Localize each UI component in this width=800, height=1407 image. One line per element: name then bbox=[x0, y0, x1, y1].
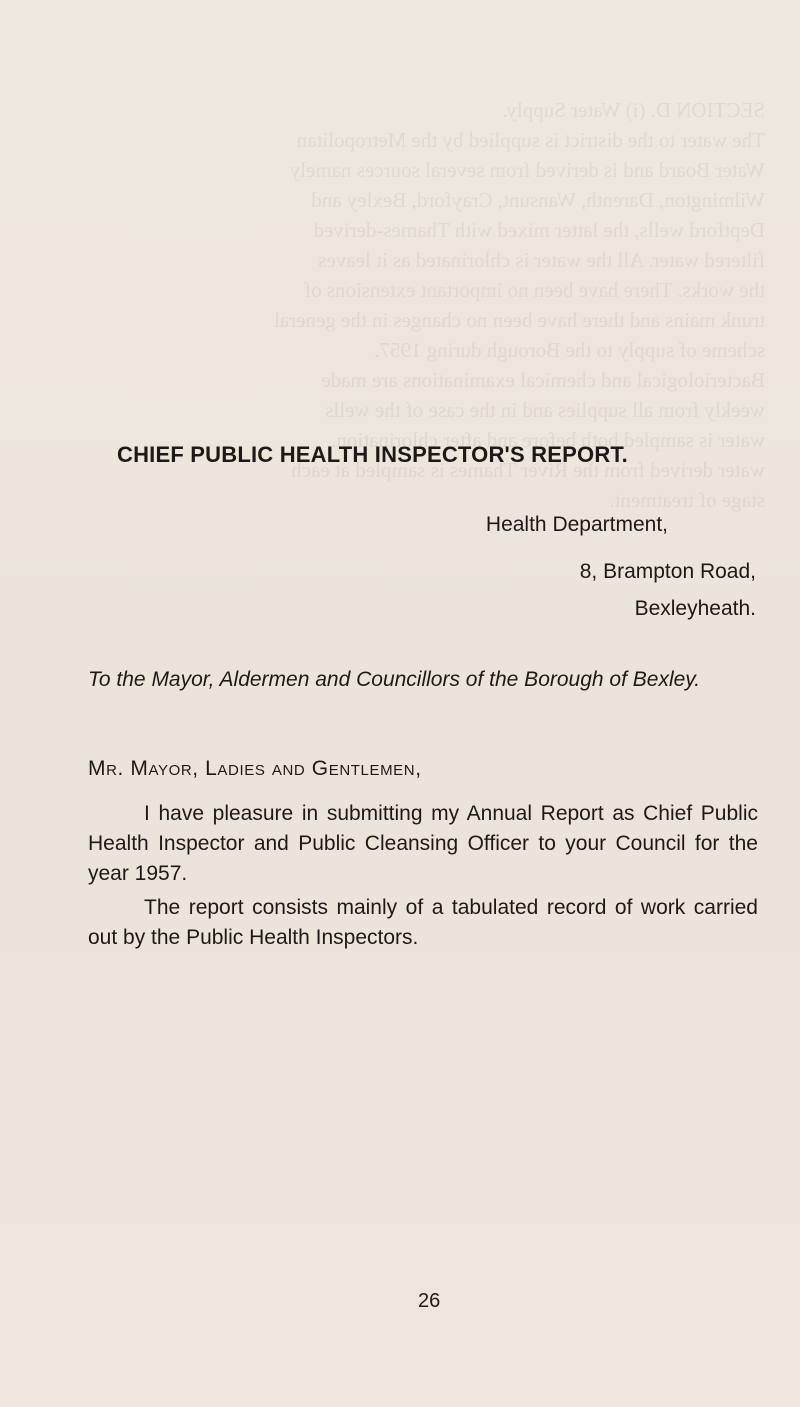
greeting-line: Mr. Mayor, Ladies and Gentlemen, bbox=[88, 757, 422, 780]
address-line-town: Bexleyheath. bbox=[634, 597, 756, 620]
address-line-department: Health Department, bbox=[485, 513, 668, 536]
body-paragraph: The report consists mainly of a tabulated record of work carried out by the Public Health Inspectors. bbox=[88, 896, 758, 949]
page-number: 26 bbox=[418, 1290, 441, 1312]
address-line-street: 8, Brampton Road, bbox=[579, 560, 756, 583]
body-paragraph: I have pleasure in submitting my Annual Report as Chief Public Health Inspector and Public Cleansing Officer to your Council for the year 1957. bbox=[88, 802, 758, 885]
addressee-line: To the Mayor, Aldermen and Councillors of the Borough of Bexley. bbox=[88, 668, 701, 691]
report-title: CHIEF PUBLIC HEALTH INSPECTOR'S REPORT. bbox=[117, 442, 628, 467]
show-through-background: SECTION D. (i) Water Supply. The water to the district is supplied by the Metropolitan Water Board and is derived from several sources namely Wilmington, Darenth, Wansunt, Crayford, Bexley and Deptford wells, the latter mixed with Thames-derived filtered water. All the water is chlorinated as it leaves the works. There have been no important extensions of trunk mains and there have been no changes in the general scheme of supply to the Borough during 1957. Bacteriological and chemical examinations are made weekly from all supplies and in the case of the wells water is sampled both before and after chlorination. water derived from the River Thames is sampled at each stage of treatment. bbox=[274, 98, 765, 512]
